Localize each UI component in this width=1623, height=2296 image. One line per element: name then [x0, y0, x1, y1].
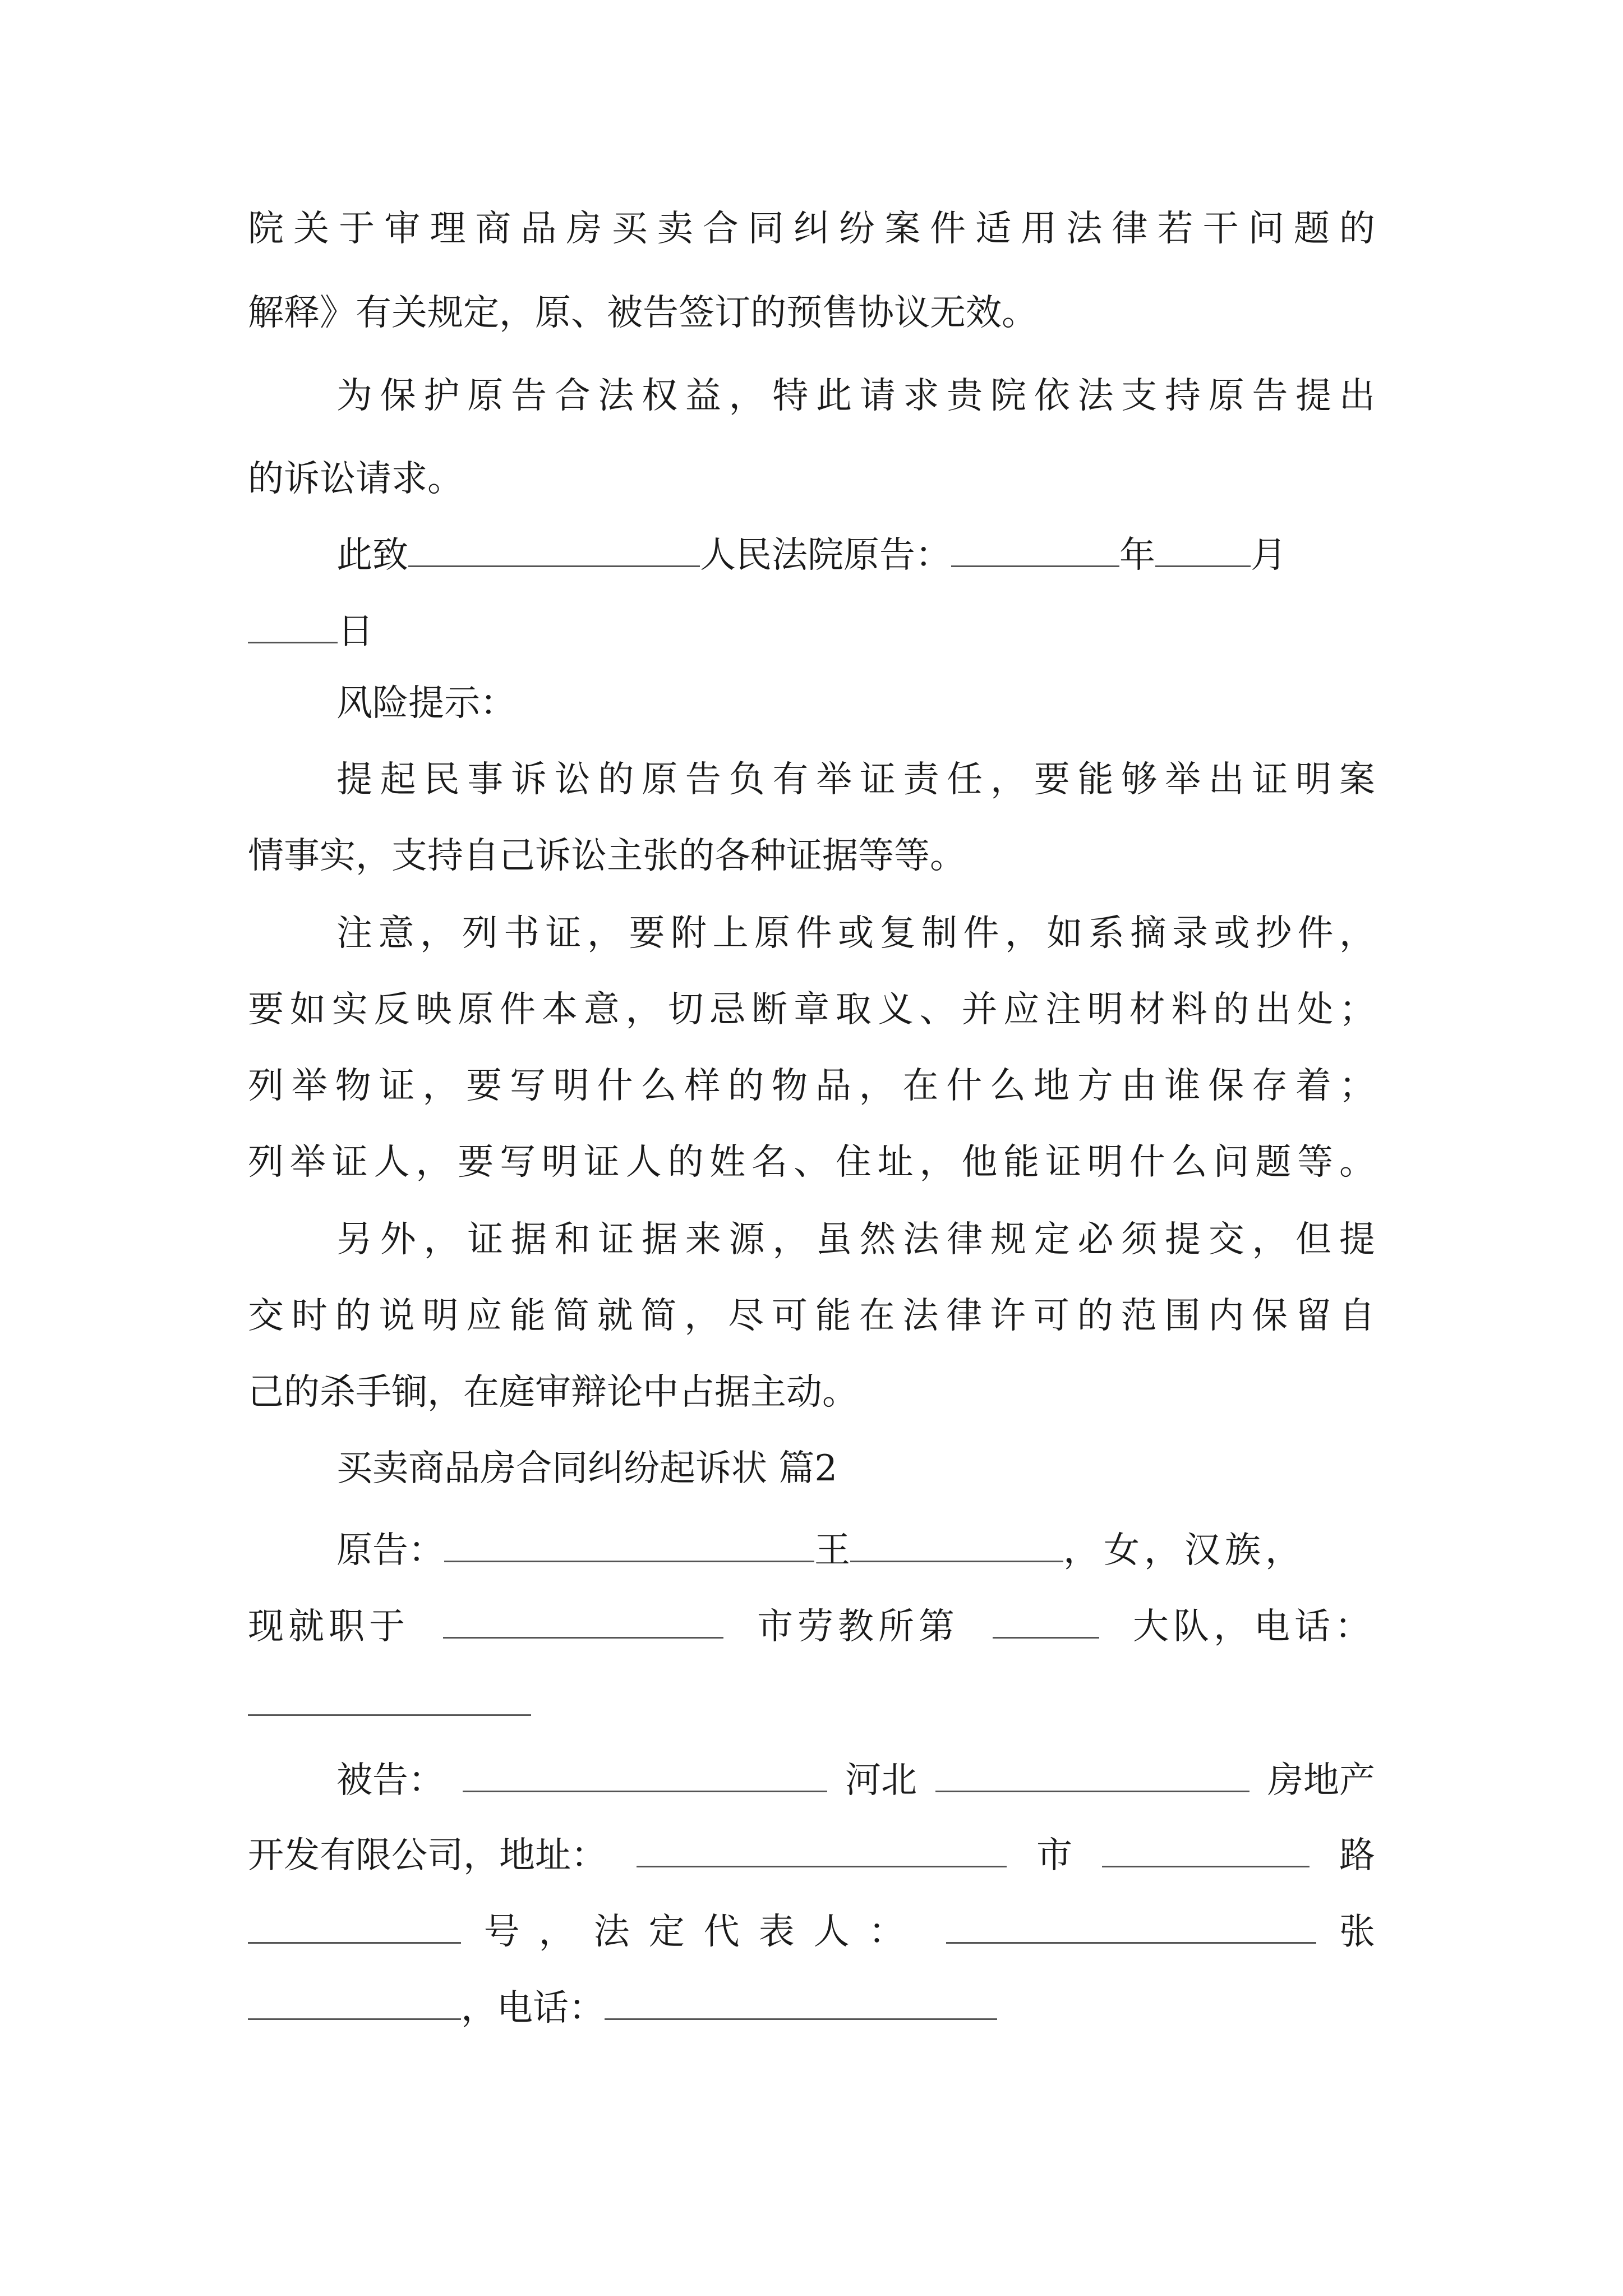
- text-line: 己的杀手锏，在庭审辩论中占据主动。: [248, 1372, 858, 1413]
- text-line: 列 举 证 人 ， 要 写 明 证 人 的 姓 名 、 住 址 ， 他 能 证 明 什 么 问 题 等 。: [248, 1142, 1375, 1183]
- text-line: 另 外 ， 证 据 和 证 据 来 源 ， 虽 然 法 律 规 定 必 须 提 交 ， 但 提: [336, 1219, 1375, 1260]
- address-road-blank[interactable]: [1102, 1832, 1310, 1867]
- company-address-label: 开发有限公司，地址：: [248, 1835, 607, 1876]
- plaintiff-phone-blank[interactable]: [248, 1681, 531, 1716]
- plaintiff-info: ，女，汉族，: [1063, 1530, 1306, 1571]
- address-city-blank[interactable]: [637, 1832, 1007, 1867]
- text-line: 提 起 民 事 诉 讼 的 原 告 负 有 举 证 责 任 ， 要 能 够 举 出 证 明 案: [336, 759, 1375, 800]
- plaintiff-surname: 王: [814, 1530, 850, 1571]
- day-label: 日: [338, 611, 374, 652]
- legal-rep-blank[interactable]: [946, 1908, 1316, 1944]
- employer-city-blank[interactable]: [443, 1603, 723, 1639]
- defendant-phone-blank[interactable]: [605, 1985, 997, 2020]
- defendant-rep-line: [248, 1908, 1375, 1953]
- year-label: 年: [1119, 535, 1155, 576]
- brigade-blank[interactable]: [993, 1603, 1099, 1639]
- text-line: 情事实，支持自己诉讼主张的各种证据等等。: [248, 835, 966, 877]
- legal-rep-label: 号，法定代表人：: [483, 1911, 924, 1953]
- defendant-blank-1[interactable]: [463, 1757, 827, 1792]
- legal-rep-name-blank[interactable]: [248, 1985, 461, 2020]
- defendant-line: [336, 1757, 1375, 1801]
- legal-rep-surname: 张: [1339, 1911, 1375, 1953]
- text-line: 解释》有关规定，原、被告签订的预售协议无效。: [248, 292, 1038, 334]
- text-line: 注 意 ， 列 书 证 ， 要 附 上 原 件 或 复 制 件 ， 如 系 摘 录 或 抄 件 ，: [336, 913, 1375, 954]
- road-label: 路: [1339, 1835, 1375, 1876]
- defendant-phone-line: [248, 1985, 997, 2029]
- defendant-address-line: [248, 1832, 1375, 1874]
- phone-blank-line: [248, 1681, 531, 1714]
- address-number-blank[interactable]: [248, 1908, 461, 1944]
- plaintiff-blank-2[interactable]: [850, 1527, 1063, 1562]
- defendant-province: 河北: [845, 1760, 917, 1801]
- month-blank[interactable]: [1155, 532, 1251, 567]
- text-line: 列 举 物 证 ， 要 写 明 什 么 样 的 物 品 ， 在 什 么 地 方 由 谁 保 存 着 ；: [248, 1065, 1375, 1107]
- text-line: 院 关 于 审 理 商 品 房 买 卖 合 同 纠 纷 案 件 适 用 法 律 若 干 问 题 的: [248, 208, 1375, 250]
- text-line: 为 保 护 原 告 合 法 权 益 ， 特 此 请 求 贵 院 依 法 支 持 原 告 提 出: [336, 375, 1375, 417]
- year-blank[interactable]: [951, 532, 1119, 567]
- salutation-line: [336, 532, 1375, 576]
- court-plaintiff-label: 人民法院原告：: [700, 535, 951, 576]
- plaintiff-label: 原告：: [336, 1530, 444, 1571]
- text-line: 的诉讼请求。: [248, 458, 463, 500]
- risk-heading: 风险提示：: [336, 683, 516, 724]
- plaintiff-work-line: [248, 1603, 1375, 1648]
- brigade-phone-label: 大队，电话：: [1133, 1606, 1375, 1648]
- text-line: 交 时 的 说 明 应 能 简 就 简 ， 尽 可 能 在 法 律 许 可 的 范 围 内 保 留 自: [248, 1295, 1375, 1337]
- defendant-phone-label: ，电话：: [461, 1987, 605, 2029]
- defendant-label: 被告：: [336, 1760, 444, 1801]
- plaintiff-blank-1[interactable]: [444, 1527, 814, 1562]
- month-label: 月: [1251, 535, 1287, 576]
- text-line: 要 如 实 反 映 原 件 本 意 ， 切 忌 断 章 取 义 、 并 应 注 明 材 料 的 出 处 ；: [248, 989, 1375, 1030]
- section-title: 买卖商品房合同纠纷起诉状 篇2: [336, 1448, 838, 1489]
- date-day-line: [248, 608, 374, 650]
- defendant-blank-2[interactable]: [935, 1757, 1249, 1792]
- labor-camp-label: 市劳教所第: [757, 1606, 959, 1648]
- employer-label: 现就职于: [248, 1606, 409, 1648]
- city-label: 市: [1036, 1835, 1072, 1876]
- court-name-blank[interactable]: [408, 532, 700, 567]
- salutation-text: 此致: [336, 535, 408, 576]
- defendant-industry: 房地产: [1267, 1760, 1375, 1801]
- day-blank[interactable]: [248, 608, 338, 643]
- plaintiff-line: [336, 1527, 1375, 1571]
